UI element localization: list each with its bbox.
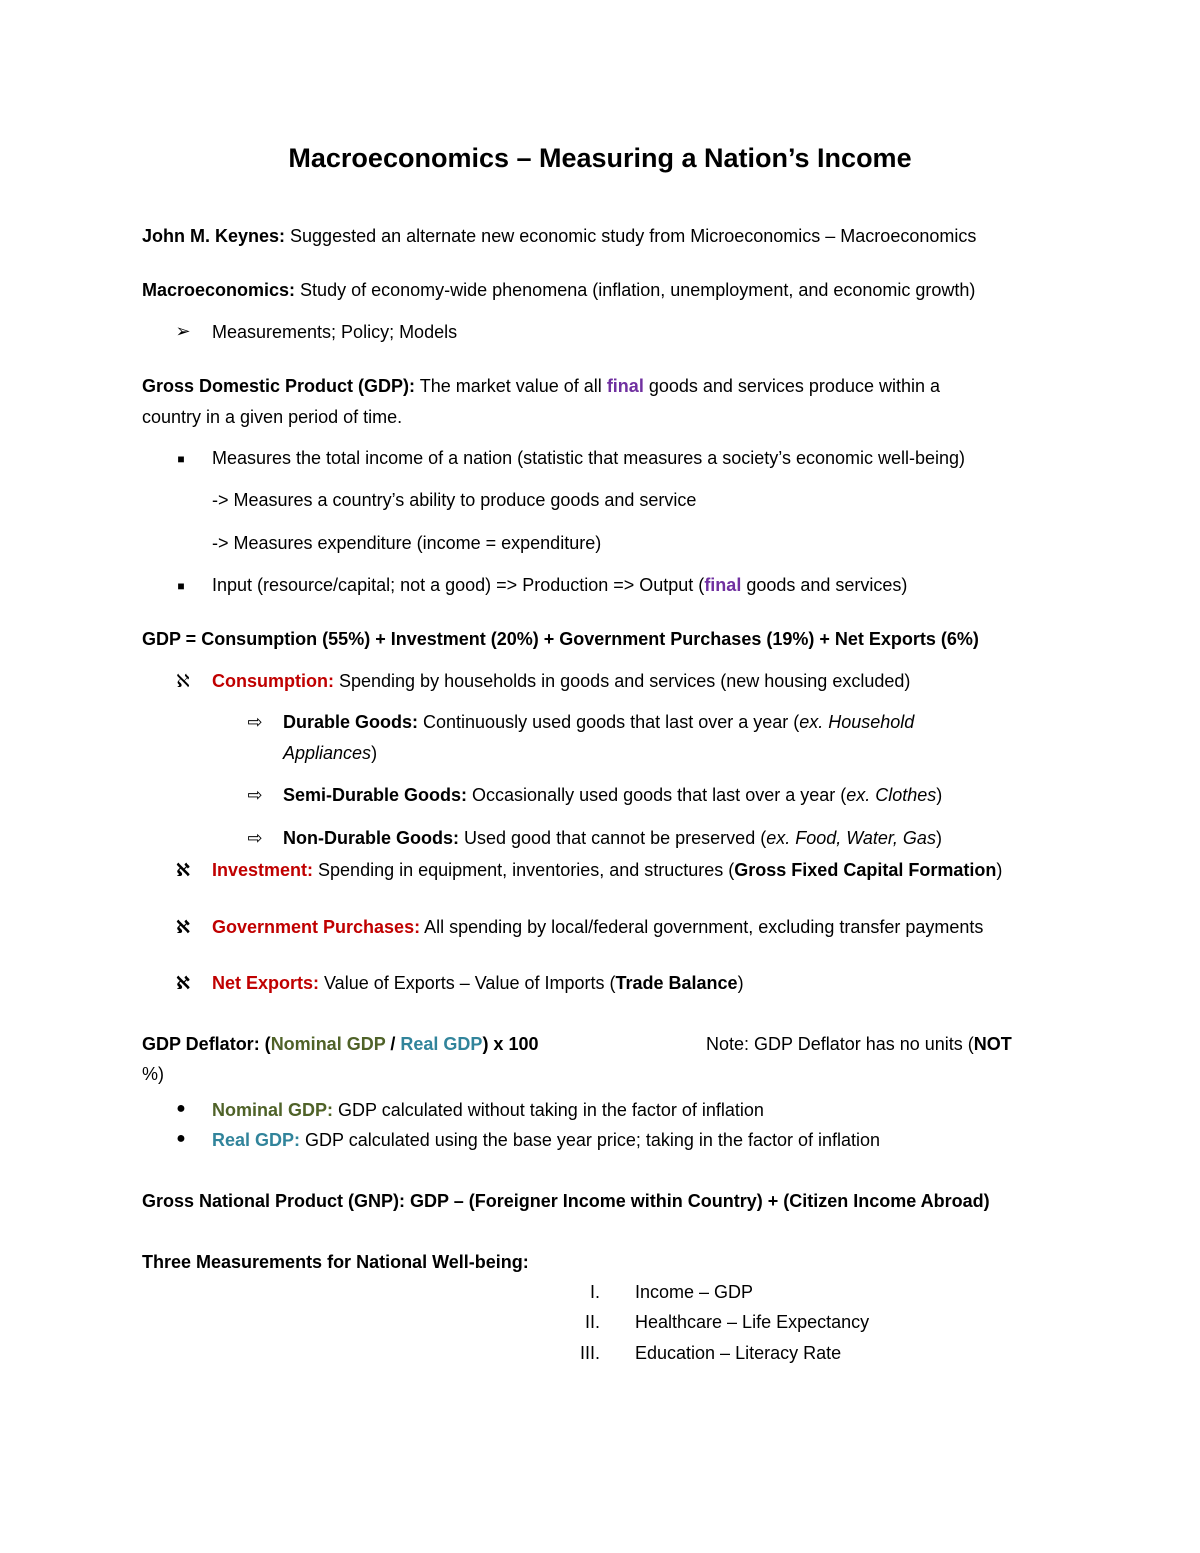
deflator-real: Real GDP <box>400 1034 483 1054</box>
wellbeing-item: Income – GDP <box>635 1282 754 1302</box>
roman-numeral: I. <box>589 1282 600 1302</box>
durable-text: Continuously used goods that last over a year ( <box>418 712 800 732</box>
aleph-bullet-icon: ℵ <box>175 917 191 937</box>
aleph-bullet-icon: ℵ <box>175 860 191 880</box>
durable-example: ex. Household <box>799 712 915 732</box>
gdp-formula: GDP = Consumption (55%) + Investment (20%) + Government Purchases (19%) + Net Exports (6%) <box>142 629 979 649</box>
gdp-label: Gross Domestic Product (GDP): <box>142 376 416 396</box>
square-bullet-icon: ■ <box>177 452 185 466</box>
gdp-bullet-2 <box>212 573 907 597</box>
non-example: ex. Food, Water, Gas <box>766 828 936 848</box>
deflator-note-cont: %) <box>142 1064 164 1084</box>
investment-close: ) <box>996 860 1003 880</box>
gdp-text-a: The market value of all <box>415 376 607 396</box>
government-text: All spending by local/federal government, excluding transfer payments <box>420 917 984 937</box>
note-bold: NOT <box>973 1034 1012 1054</box>
nominal-label: Nominal GDP: <box>212 1100 334 1120</box>
non-close: ) <box>935 828 942 848</box>
roman-numeral: II. <box>584 1312 600 1332</box>
dot-bullet-icon: ● <box>176 1100 186 1117</box>
nominal-gdp-line <box>212 1098 764 1122</box>
semi-close: ) <box>936 785 943 805</box>
gnp-line: Gross National Product (GNP): GDP – (Foreigner Income within Country) + (Citizen Income Abroad) <box>142 1191 990 1211</box>
keynes-text: Suggested an alternate new economic study from Microeconomics – Macroeconomics <box>285 226 977 246</box>
government-line <box>212 915 983 939</box>
wellbeing-heading: Three Measurements for National Well-being: <box>142 1252 529 1272</box>
net-exports-bold: Trade Balance <box>615 973 738 993</box>
roman-numeral: III. <box>579 1343 600 1363</box>
consumption-label: Consumption: <box>212 671 334 691</box>
gdp-definition-line1 <box>142 374 940 398</box>
page-title: Macroeconomics – Measuring a Nation’s Income <box>288 143 912 173</box>
bullet2-text-a: Input (resource/capital; not a good) => Production => Output ( <box>212 575 705 595</box>
gdp-sub-2: -> Measures expenditure (income = expenditure) <box>212 533 602 553</box>
non-label: Non-Durable Goods: <box>283 828 459 848</box>
durable-line <box>283 710 914 734</box>
hollow-arrow-icon: ⇨ <box>247 828 263 848</box>
macro-line <box>142 278 975 302</box>
dot-bullet-icon: ● <box>176 1130 186 1147</box>
nominal-text: GDP calculated without taking in the factor of inflation <box>333 1100 764 1120</box>
net-exports-label: Net Exports: <box>212 973 320 993</box>
investment-label: Investment: <box>212 860 314 880</box>
government-label: Government Purchases: <box>212 917 421 937</box>
investment-line <box>212 858 1002 882</box>
arrowhead-bullet-icon: ➢ <box>175 321 191 341</box>
net-exports-text: Value of Exports – Value of Imports ( <box>319 973 616 993</box>
note-text: Note: GDP Deflator has no units ( <box>706 1034 974 1054</box>
square-bullet-icon: ■ <box>177 579 185 593</box>
consumption-text: Spending by households in goods and services (new housing excluded) <box>333 671 911 691</box>
bullet2-text-b: goods and services) <box>741 575 908 595</box>
real-text: GDP calculated using the base year price; taking in the factor of inflation <box>300 1130 881 1150</box>
non-durable-line <box>283 826 942 850</box>
semi-example: ex. Clothes <box>846 785 937 805</box>
hollow-arrow-icon: ⇨ <box>247 785 263 805</box>
consumption-line <box>212 669 910 693</box>
durable-close: ) <box>371 743 378 763</box>
aleph-bullet-icon: ℵ <box>175 973 191 993</box>
wellbeing-item: Healthcare – Life Expectancy <box>635 1312 870 1332</box>
gdp-text-b: goods and services produce within a <box>643 376 941 396</box>
non-text: Used good that cannot be preserved ( <box>459 828 767 848</box>
gdp-definition-line2: country in a given period of time. <box>142 407 403 427</box>
real-label: Real GDP: <box>212 1130 301 1150</box>
gdp-bullet-1: Measures the total income of a nation (statistic that measures a society’s economic well-being) <box>212 448 966 468</box>
deflator-line <box>142 1032 538 1056</box>
real-gdp-line <box>212 1128 880 1152</box>
hollow-arrow-icon: ⇨ <box>247 712 263 732</box>
deflator-nominal: Nominal GDP <box>270 1034 386 1054</box>
durable-label: Durable Goods: <box>283 712 419 732</box>
semi-label: Semi-Durable Goods: <box>283 785 468 805</box>
macro-text: Study of economy-wide phenomena (inflation, unemployment, and economic growth) <box>295 280 976 300</box>
net-exports-line <box>212 971 744 995</box>
durable-example-2: Appliances <box>283 743 372 763</box>
keynes-label: John M. Keynes: <box>142 226 286 246</box>
investment-bold: Gross Fixed Capital Formation <box>734 860 997 880</box>
macro-label: Macroeconomics: <box>142 280 296 300</box>
keynes-line <box>142 224 976 248</box>
durable-line2 <box>283 741 377 765</box>
macro-bullet: Measurements; Policy; Models <box>212 322 458 342</box>
semi-durable-line <box>283 783 942 807</box>
investment-text: Spending in equipment, inventories, and structures ( <box>313 860 735 880</box>
deflator-tail: ) x 100 <box>482 1034 539 1054</box>
deflator-note <box>706 1032 1012 1056</box>
wellbeing-item: Education – Literacy Rate <box>635 1343 842 1363</box>
gdp-sub-1: -> Measures a country’s ability to produce goods and service <box>212 490 697 510</box>
aleph-bullet-icon: ℵ <box>176 671 190 691</box>
net-exports-close: ) <box>737 973 744 993</box>
semi-text: Occasionally used goods that last over a year ( <box>467 785 847 805</box>
final-highlight: final <box>606 376 644 396</box>
deflator-slash: / <box>385 1034 401 1054</box>
final-highlight-2: final <box>704 575 742 595</box>
deflator-label: GDP Deflator: ( <box>142 1034 271 1054</box>
